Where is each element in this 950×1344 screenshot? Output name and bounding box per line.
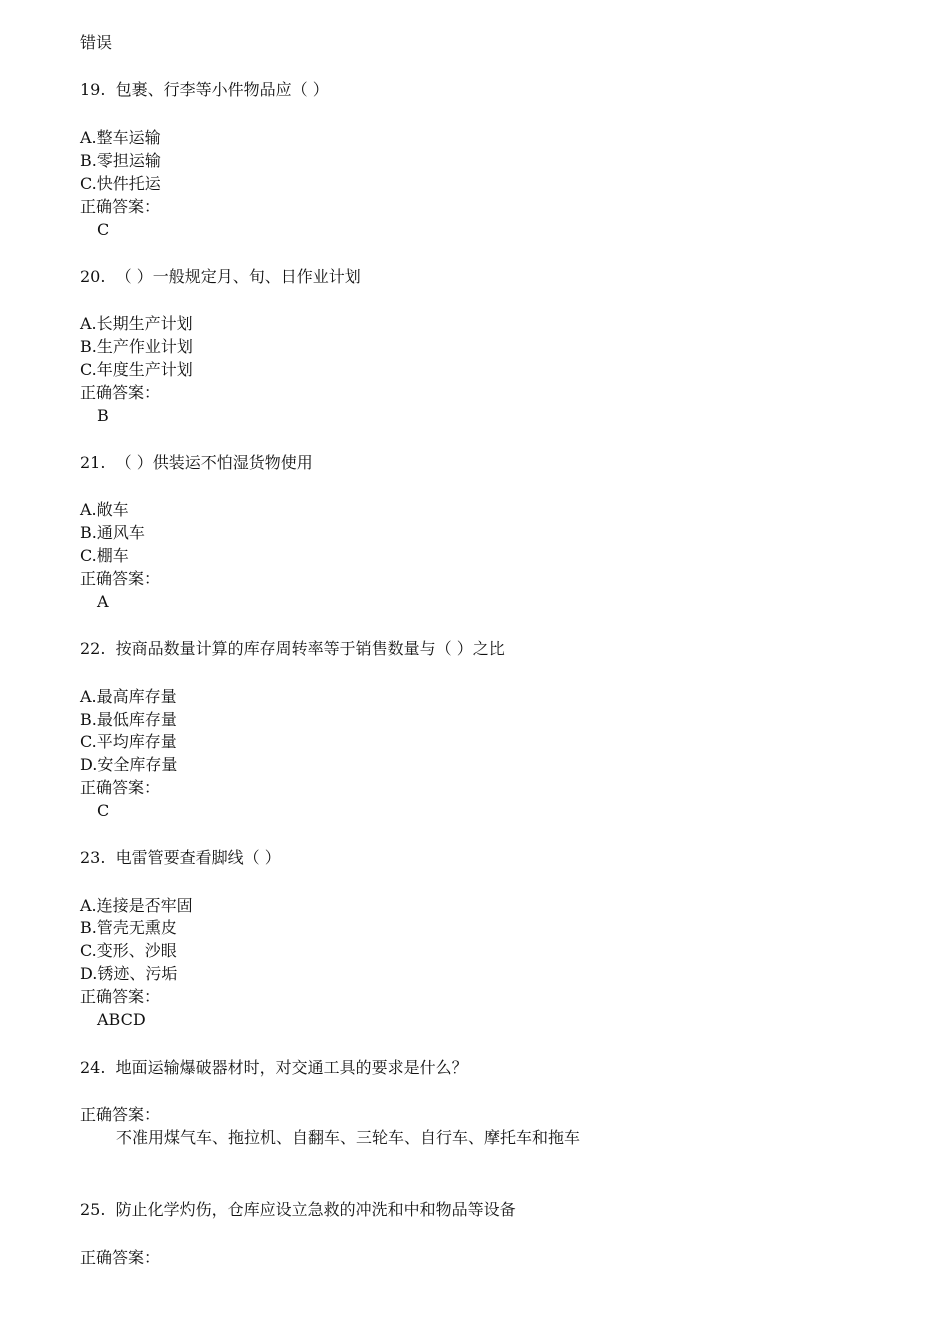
option: C.棚车 xyxy=(80,546,129,565)
question-text: 防止化学灼伤，仓库应设立急救的冲洗和中和物品等设备 xyxy=(115,1200,516,1219)
option: B.零担运输 xyxy=(80,151,161,170)
question-21 xyxy=(80,453,313,473)
answer-label: 正确答案： xyxy=(80,1248,161,1267)
question-number: 25. xyxy=(80,1200,106,1219)
option: C.快件托运 xyxy=(80,174,161,193)
question-number: 20. xyxy=(80,267,106,286)
question-number: 21. xyxy=(80,453,106,472)
option: A.敞车 xyxy=(80,500,129,519)
answer-value: C xyxy=(97,801,110,820)
option: B.生产作业计划 xyxy=(80,337,193,356)
answer-value: B xyxy=(97,406,109,425)
option: A.整车运输 xyxy=(80,128,161,147)
option: D.锈迹、污垢 xyxy=(80,964,178,983)
question-19 xyxy=(80,80,329,100)
answer-value: ABCD xyxy=(97,1010,146,1029)
question-24 xyxy=(80,1058,468,1078)
answer-label: 正确答案： xyxy=(80,197,161,216)
question-text: 地面运输爆破器材时，对交通工具的要求是什么？ xyxy=(115,1058,468,1077)
question-text: （ ）供装运不怕湿货物使用 xyxy=(115,453,313,472)
question-number: 22. xyxy=(80,639,106,658)
header-text: 错误 xyxy=(80,33,113,52)
option: C.变形、沙眼 xyxy=(80,941,177,960)
question-23 xyxy=(80,848,281,868)
answer-value: 不准用煤气车、拖拉机、自翻车、三轮车、自行车、摩托车和拖车 xyxy=(116,1128,581,1147)
question-number: 19. xyxy=(80,80,106,99)
option: B.管壳无熏皮 xyxy=(80,918,177,937)
question-text: 包裹、行李等小件物品应（ ） xyxy=(115,80,329,99)
option: A.最高库存量 xyxy=(80,687,177,706)
question-text: 电雷管要查看脚线（ ） xyxy=(115,848,281,867)
question-number: 24. xyxy=(80,1058,106,1077)
question-text: （ ）一般规定月、旬、日作业计划 xyxy=(115,267,361,286)
answer-label: 正确答案： xyxy=(80,569,161,588)
question-25 xyxy=(80,1200,516,1220)
option: A.连接是否牢固 xyxy=(80,896,193,915)
option: B.通风车 xyxy=(80,523,145,542)
option: C.年度生产计划 xyxy=(80,360,193,379)
answer-label: 正确答案： xyxy=(80,1105,161,1124)
option: C.平均库存量 xyxy=(80,732,177,751)
question-number: 23. xyxy=(80,848,106,867)
answer-label: 正确答案： xyxy=(80,778,161,797)
question-text: 按商品数量计算的库存周转率等于销售数量与（ ）之比 xyxy=(115,639,505,658)
question-20 xyxy=(80,267,361,287)
question-22 xyxy=(80,639,505,659)
answer-label: 正确答案： xyxy=(80,987,161,1006)
answer-value: A xyxy=(97,592,109,611)
option: B.最低库存量 xyxy=(80,710,177,729)
option: A.长期生产计划 xyxy=(80,314,193,333)
option: D.安全库存量 xyxy=(80,755,178,774)
answer-label: 正确答案： xyxy=(80,383,161,402)
answer-value: C xyxy=(97,220,110,239)
